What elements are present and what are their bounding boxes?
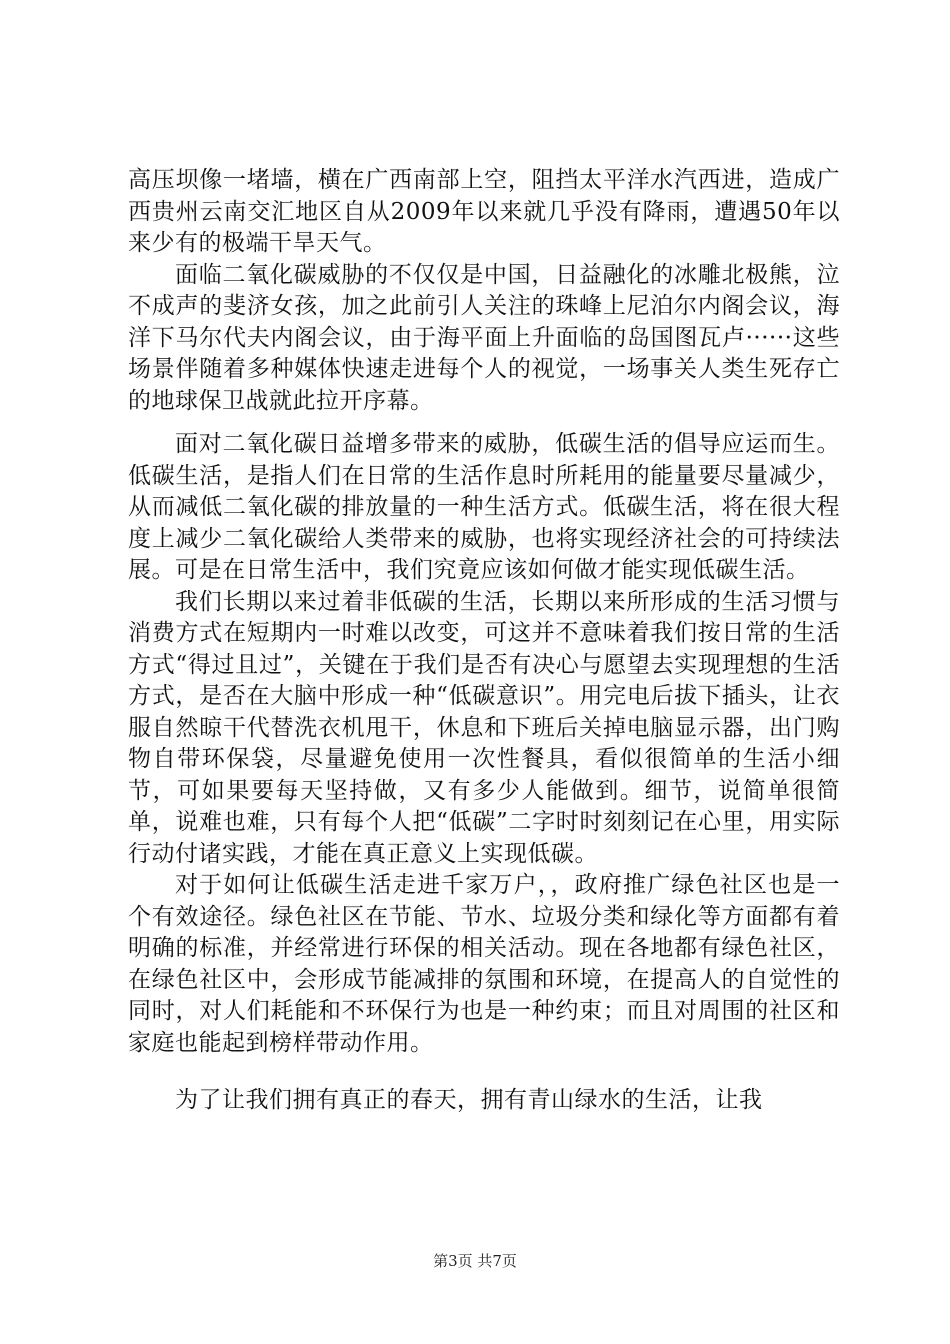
- paragraph-habits: 我们长期以来过着非低碳的生活，长期以来所形成的生活习惯与消费方式在短期内一时难以改变，可这并不意味着我们按日常的生活方式“得过且过”，关键在于我们是否有决心与愿望去实现理想的生活方式，是否在大脑中形成一种“低碳意识”。用完电后拔下插头，让衣服自然晾干代替洗衣机甩干，休息和下班后关掉电脑显示器，出门购物自带环保袋，尽量避免使用一次性餐具，看似很简单的生活小细节，可如果要每天坚持做，又有多少人能做到。细节，说简单很简单，说难也难，只有每个人把“低碳”二字时时刻刻记在心里，用实际行动付诸实践，才能在真正意义上实现低碳。: [128, 588, 840, 867]
- paragraph-co2-threat: 面临二氧化碳威胁的不仅仅是中国，日益融化的冰雕北极熊，泣不成声的斐济女孩，加之此前引人关注的珠峰上尼泊尔内阁会议，海洋下马尔代夫内阁会议，由于海平面上升面临的岛国图瓦卢······这些场景伴随着多种媒体快速走进每个人的视觉，一场事关人类生死存亡的地球保卫战就此拉开序幕。: [128, 261, 840, 414]
- paragraph-green-community: 对于如何让低碳生活走进千家万户，，政府推广绿色社区也是一个有效途径。绿色社区在节能、节水、垃圾分类和绿化等方面都有着明确的标准，并经常进行环保的相关活动。现在各地都有绿色社区，在绿色社区中，会形成节能减排的氛围和环境，在提高人的自觉性的同时，对人们耗能和不环保行为也是一种约束；而且对周围的社区和家庭也能起到榜样带动作用。: [128, 872, 840, 1056]
- document-body: [128, 165, 840, 1117]
- paragraph-drought: 高压坝像一堵墙，横在广西南部上空，阻挡太平洋水汽西进，造成广西贵州云南交汇地区自从2009年以来就几乎没有降雨，遭遇50年以来少有的极端干旱天气。: [128, 167, 840, 256]
- paragraph-spring: 为了让我们拥有真正的春天，拥有青山绿水的生活，让我: [175, 1087, 763, 1113]
- page-number-footer: 第3页 共7页: [433, 1252, 517, 1270]
- paragraph-low-carbon-definition: 面对二氧化碳日益增多带来的威胁，低碳生活的倡导应运而生。低碳生活，是指人们在日常的生活作息时所耗用的能量要尽量减少，从而减低二氧化碳的排放量的一种生活方式。低碳生活，将在很大程度上减少二氧化碳给人类带来的威胁，也将实现经济社会的可持续法展。可是在日常生活中，我们究竟应该如何做才能实现低碳生活。: [128, 431, 840, 583]
